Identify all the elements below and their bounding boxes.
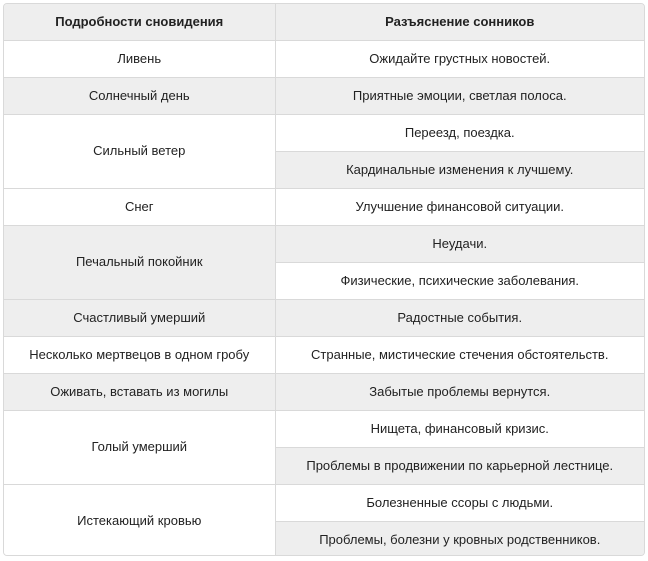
table-row — [4, 373, 644, 410]
dream-interpretation-table-container — [3, 3, 645, 556]
table-row — [4, 299, 644, 336]
detail-cell: Голый умерший — [4, 410, 275, 484]
interpretation-cell: Проблемы, болезни у кровных родственников. — [275, 521, 644, 556]
table-row — [4, 114, 644, 151]
interpretation-cell: Неудачи. — [275, 225, 644, 262]
interpretation-cell: Ожидайте грустных новостей. — [275, 40, 644, 77]
detail-cell: Солнечный день — [4, 77, 275, 114]
detail-cell: Сильный ветер — [4, 114, 275, 188]
table-header-row — [4, 4, 644, 40]
interpretation-cell: Болезненные ссоры с людьми. — [275, 484, 644, 521]
interpretation-cell: Физические, психические заболевания. — [275, 262, 644, 299]
interpretation-cell: Проблемы в продвижении по карьерной лестнице. — [275, 447, 644, 484]
header-interpretation: Разъяснение сонников — [275, 4, 644, 40]
interpretation-cell: Улучшение финансовой ситуации. — [275, 188, 644, 225]
table-row — [4, 225, 644, 262]
interpretation-cell: Забытые проблемы вернутся. — [275, 373, 644, 410]
header-details: Подробности сновидения — [4, 4, 275, 40]
interpretation-cell: Кардинальные изменения к лучшему. — [275, 151, 644, 188]
interpretation-cell: Радостные события. — [275, 299, 644, 336]
detail-cell: Ливень — [4, 40, 275, 77]
dream-interpretation-table — [4, 4, 644, 556]
detail-cell: Печальный покойник — [4, 225, 275, 299]
interpretation-cell: Переезд, поездка. — [275, 114, 644, 151]
table-row — [4, 77, 644, 114]
table-row — [4, 336, 644, 373]
table-row — [4, 40, 644, 77]
detail-cell: Счастливый умерший — [4, 299, 275, 336]
interpretation-cell: Приятные эмоции, светлая полоса. — [275, 77, 644, 114]
detail-cell: Несколько мертвецов в одном гробу — [4, 336, 275, 373]
interpretation-cell: Странные, мистические стечения обстоятельств. — [275, 336, 644, 373]
detail-cell: Снег — [4, 188, 275, 225]
table-row — [4, 188, 644, 225]
detail-cell: Оживать, вставать из могилы — [4, 373, 275, 410]
detail-cell: Истекающий кровью — [4, 484, 275, 556]
interpretation-cell: Нищета, финансовый кризис. — [275, 410, 644, 447]
table-row — [4, 410, 644, 447]
table-row — [4, 484, 644, 521]
